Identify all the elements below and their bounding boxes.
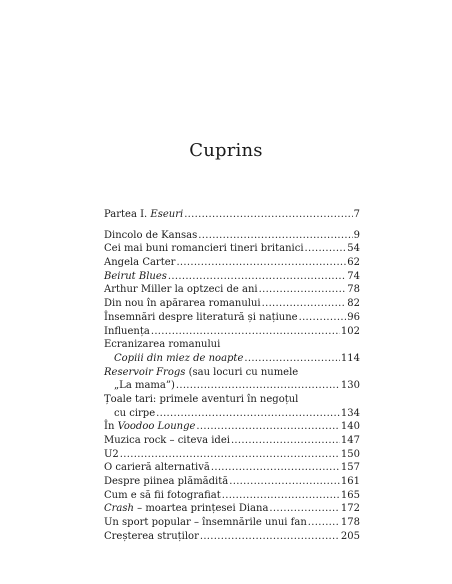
toc-entry-label: Cei mai buni romancieri tineri britanici (104, 243, 304, 255)
table-of-contents (104, 208, 360, 544)
toc-entry-label: Arthur Miller la optzeci de ani (104, 284, 258, 296)
toc-leader-dots (244, 352, 340, 366)
toc-entry (104, 311, 360, 325)
toc-page-number: 165 (340, 489, 360, 501)
toc-entry-label: Creșterea struților (104, 530, 199, 542)
toc-entry (104, 502, 360, 516)
toc-page-number: 102 (340, 325, 360, 337)
toc-entry (104, 489, 360, 503)
toc-page-number: 140 (340, 421, 360, 433)
toc-entry-label: Din nou în apărarea romanului (104, 298, 261, 310)
toc-page-number: 161 (340, 476, 360, 488)
toc-leader-dots (198, 229, 352, 243)
toc-page-number: 82 (347, 298, 360, 310)
toc-entry (104, 461, 360, 475)
toc-entry-label: Însemnări despre literatură și națiune (104, 311, 298, 323)
toc-page-number: 54 (347, 243, 360, 255)
toc-leader-dots (222, 489, 340, 503)
toc-page-number: 178 (340, 517, 360, 529)
toc-page-number: 150 (340, 448, 360, 460)
toc-entry-label: Muzica rock – citeva idei (104, 435, 230, 446)
toc-leader-dots (168, 270, 346, 284)
toc-page-number: 74 (347, 270, 360, 282)
toc-leader-dots (151, 325, 340, 339)
toc-entry (104, 242, 360, 256)
toc-entry-label: Despre piinea plămădită (104, 476, 229, 488)
toc-leader-dots (120, 448, 340, 462)
toc-entry (104, 283, 360, 297)
toc-page-number: 7 (353, 209, 360, 220)
toc-entry-label: În Voodoo Lounge (104, 421, 196, 433)
toc-page-number: 78 (347, 284, 360, 296)
toc-entry (104, 475, 360, 489)
toc-leader-dots (211, 461, 340, 475)
toc-entry (104, 448, 360, 462)
toc-leader-dots (262, 297, 347, 311)
toc-entry (104, 366, 360, 380)
toc-entry (104, 434, 360, 448)
toc-entry-label: Angela Carter (104, 257, 176, 269)
toc-entry (104, 270, 360, 284)
toc-leader-dots (269, 502, 339, 516)
toc-entry (104, 420, 360, 434)
toc-entry (104, 297, 360, 311)
toc-entry-label: Copiii din miez de noapte (114, 352, 244, 364)
toc-entry (104, 530, 360, 544)
toc-page-number: 147 (340, 435, 360, 446)
toc-leader-dots (184, 208, 352, 222)
toc-entry (104, 229, 360, 243)
toc-leader-dots (196, 420, 340, 434)
toc-page-number: 205 (340, 530, 360, 542)
toc-entry-label: Țoale tari: primele aventuri în negoțul (104, 393, 299, 405)
toc-leader-dots (176, 256, 346, 270)
toc-leader-dots (259, 283, 347, 297)
toc-entry (104, 325, 360, 339)
toc-entry-label: Dincolo de Kansas (104, 229, 198, 241)
toc-entry-label: U2 (104, 448, 119, 460)
toc-entry-label: cu cirpe (114, 407, 156, 419)
toc-entry-label: Reservoir Frogs (sau locuri cu numele (104, 366, 299, 378)
toc-page-number: 96 (347, 311, 360, 323)
toc-entry-label: Beirut Blues (104, 270, 167, 282)
toc-entry (104, 407, 360, 421)
toc-leader-dots (200, 530, 340, 544)
toc-entry (104, 393, 360, 407)
toc-entry-label: Partea I. Eseuri (104, 209, 184, 220)
toc-page-number: 172 (340, 503, 360, 515)
toc-entry-label: O carieră alternativă (104, 462, 210, 474)
toc-entry (104, 352, 360, 366)
toc-entry-label: Cum e să fii fotografiat (104, 489, 221, 501)
toc-leader-dots (229, 475, 340, 489)
toc-entry-label: Crash – moartea prințesei Diana (104, 503, 269, 515)
toc-entry-label: Influența (104, 325, 150, 337)
page-title: Cuprins (189, 140, 263, 161)
toc-leader-dots (176, 379, 340, 393)
toc-leader-dots (156, 407, 340, 421)
toc-entry (104, 338, 360, 352)
toc-page-number: 114 (340, 352, 360, 364)
toc-leader-dots (231, 434, 340, 448)
toc-entry-label: „La mama”) (114, 380, 175, 392)
toc-entry (104, 256, 360, 270)
toc-entry-label: Ecranizarea romanului (104, 339, 221, 351)
toc-entry (104, 516, 360, 530)
toc-entry (104, 379, 360, 393)
toc-leader-dots (299, 311, 347, 325)
toc-page-number: 134 (340, 407, 360, 419)
toc-entry (104, 208, 360, 222)
toc-page-number: 157 (340, 462, 360, 474)
toc-leader-dots (305, 242, 347, 256)
toc-page-number: 130 (340, 380, 360, 392)
toc-page-number: 62 (347, 257, 360, 269)
toc-leader-dots (308, 516, 340, 530)
toc-entry-label: Un sport popular – însemnările unui fan (104, 517, 307, 529)
toc-page-number: 9 (353, 229, 360, 241)
